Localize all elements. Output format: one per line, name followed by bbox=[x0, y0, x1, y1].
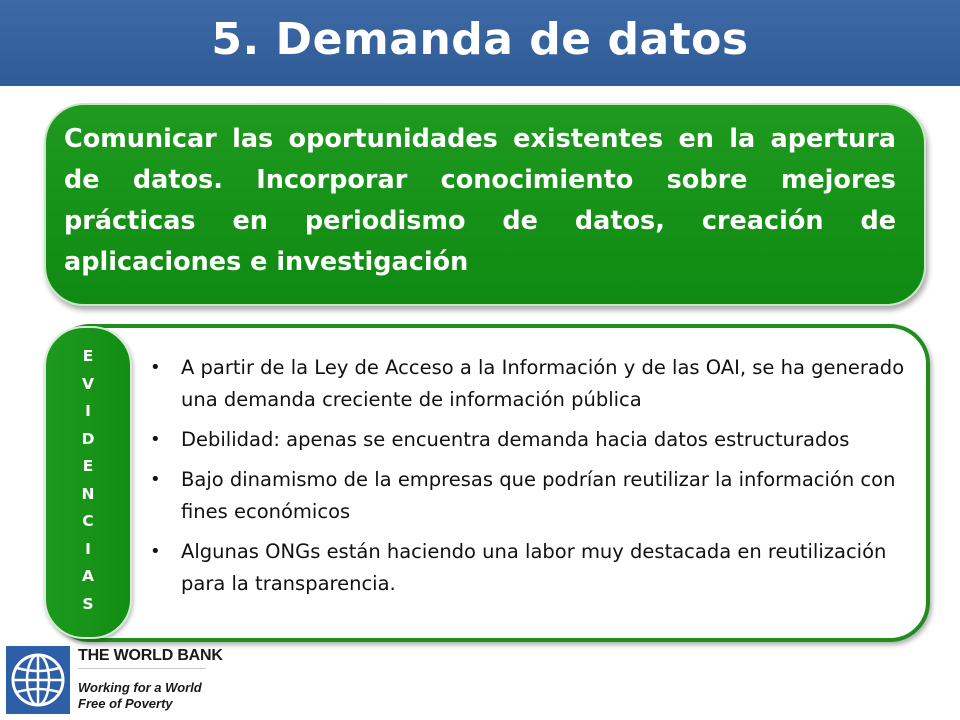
world-bank-name: THE WORLD BANK bbox=[78, 647, 223, 664]
evidence-letter: D bbox=[81, 429, 95, 448]
bullet-icon: • bbox=[150, 429, 161, 450]
tagline-line-2: Free of Poverty bbox=[78, 696, 173, 711]
evidence-letter: I bbox=[85, 402, 91, 420]
title-bar bbox=[0, 0, 960, 86]
list-item-text: Bajo dinamismo de la empresas que podrían reutilizar la información con fines económicos bbox=[181, 468, 896, 523]
divider bbox=[78, 668, 206, 669]
bullet-icon: • bbox=[150, 357, 161, 378]
world-bank-globe-icon bbox=[6, 646, 70, 714]
list-item bbox=[146, 424, 918, 456]
evidence-letter: S bbox=[82, 594, 94, 613]
list-item bbox=[146, 536, 918, 600]
evidence-letter: V bbox=[82, 374, 94, 393]
evidence-list bbox=[146, 352, 918, 608]
list-item-text: Debilidad: apenas se encuentra demanda hacia datos estructurados bbox=[181, 428, 850, 451]
evidence-letter: I bbox=[85, 539, 91, 558]
list-item-text: A partir de la Ley de Acceso a la Información y de las OAI, se ha generado una demanda creciente de información pública bbox=[181, 356, 905, 411]
list-item bbox=[146, 352, 918, 416]
evidence-letter: E bbox=[82, 347, 94, 365]
summary-text: Comunicar las oportunidades existentes en la apertura de datos. Incorporar conocimiento sobre mejores prácticas en periodismo de datos, creación de aplicaciones e investigación bbox=[64, 124, 896, 277]
evidence-letter: E bbox=[82, 457, 94, 475]
page-title: 5. Demanda de datos bbox=[211, 13, 749, 65]
world-bank-tagline bbox=[78, 680, 202, 712]
evidence-letter: A bbox=[82, 567, 94, 585]
bullet-icon: • bbox=[150, 541, 161, 562]
bullet-icon: • bbox=[150, 469, 161, 490]
list-item bbox=[146, 464, 918, 528]
evidence-letter: N bbox=[81, 484, 95, 503]
tagline-line-1: Working for a World bbox=[78, 680, 202, 695]
summary-box bbox=[44, 103, 926, 306]
evidence-tab bbox=[44, 326, 132, 639]
evidence-letter: C bbox=[82, 512, 94, 530]
list-item-text: Algunas ONGs están haciendo una labor muy destacada en reutilización para la transparencia. bbox=[181, 540, 887, 595]
